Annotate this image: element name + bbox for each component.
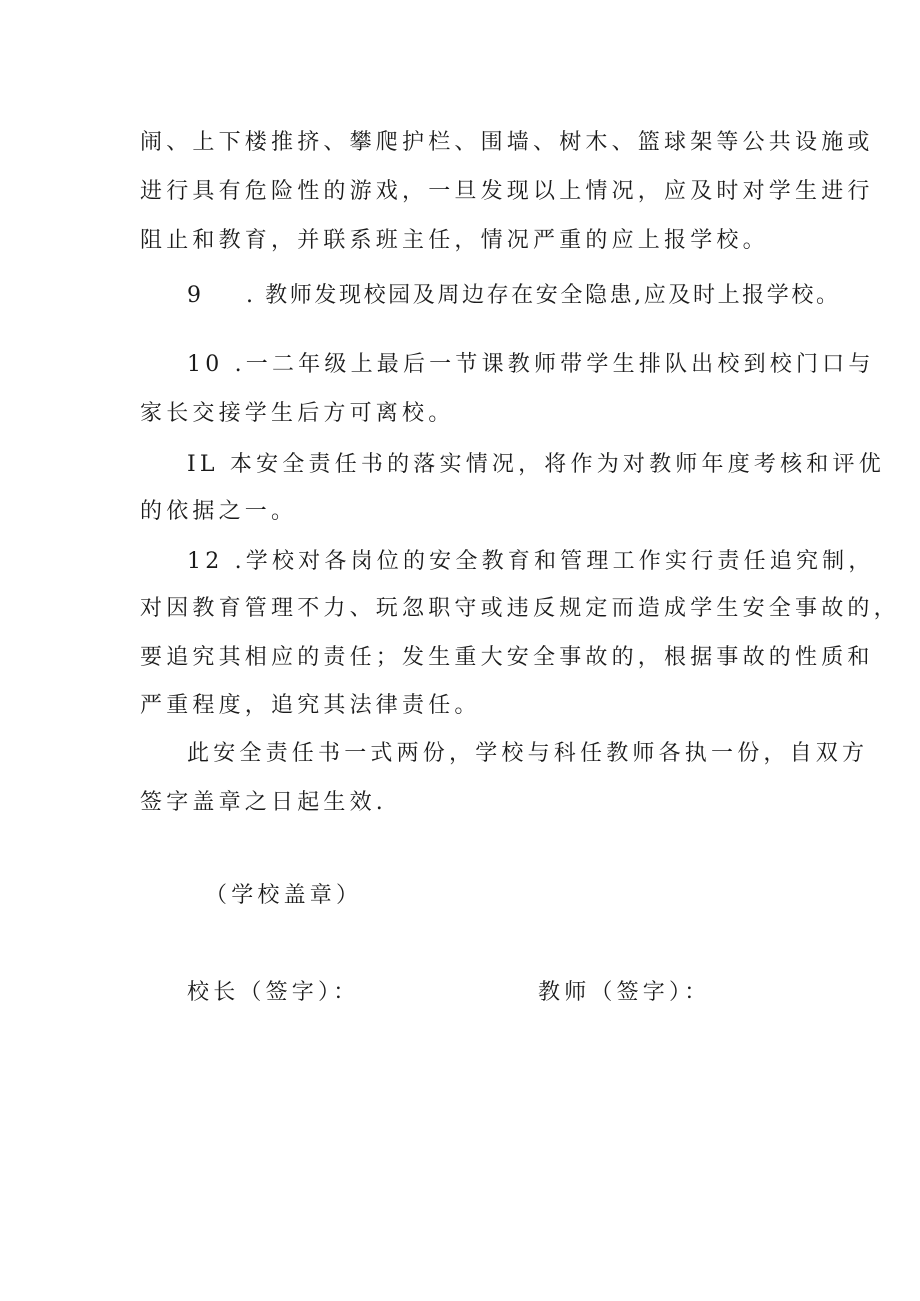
item-12-line-3: 要追究其相应的责任；发生重大安全事故的，根据事故的性质和 — [140, 645, 874, 670]
item-12-line-2: 对因教育管理不力、玩忽职守或违反规定而造成学生安全事故的， — [140, 596, 900, 621]
item-10-line-2: 家长交接学生后方可离校。 — [140, 401, 455, 426]
school-seal-label: （学校盖章） — [205, 883, 363, 908]
item-9-number: 9 — [187, 283, 206, 308]
closing-line-1: 此安全责任书一式两份，学校与科任教师各执一份，自双方 — [187, 741, 869, 766]
item-10-line-1: 10 .一二年级上最后一节课教师带学生排队出校到校门口与 — [187, 352, 875, 377]
principal-signature-label: 校长（签字）： — [187, 980, 360, 1005]
item-12-line-1: 12 .学校对各岗位的安全教育和管理工作实行责任追究制， — [187, 549, 875, 574]
item-9-text: . 教师发现校园及周边存在安全隐患,应及时上报学校。 — [246, 283, 841, 308]
closing-line-2: 签字盖章之日起生效. — [140, 790, 387, 815]
paragraph-8-line-1: 闹、上下楼推挤、攀爬护栏、围墙、树木、篮球架等公共设施或 — [140, 130, 874, 155]
paragraph-8-line-3: 阻止和教育，并联系班主任，情况严重的应上报学校。 — [140, 228, 769, 253]
teacher-signature-label: 教师（签字）： — [538, 980, 711, 1005]
item-11-line-2: 的依据之一。 — [140, 499, 298, 524]
item-11-line-1: IL 本安全责任书的落实情况，将作为对教师年度考核和评优 — [187, 452, 885, 477]
paragraph-8-line-2: 进行具有危险性的游戏，一旦发现以上情况，应及时对学生进行 — [140, 179, 874, 204]
item-12-line-4: 严重程度，追究其法律责任。 — [140, 693, 481, 718]
